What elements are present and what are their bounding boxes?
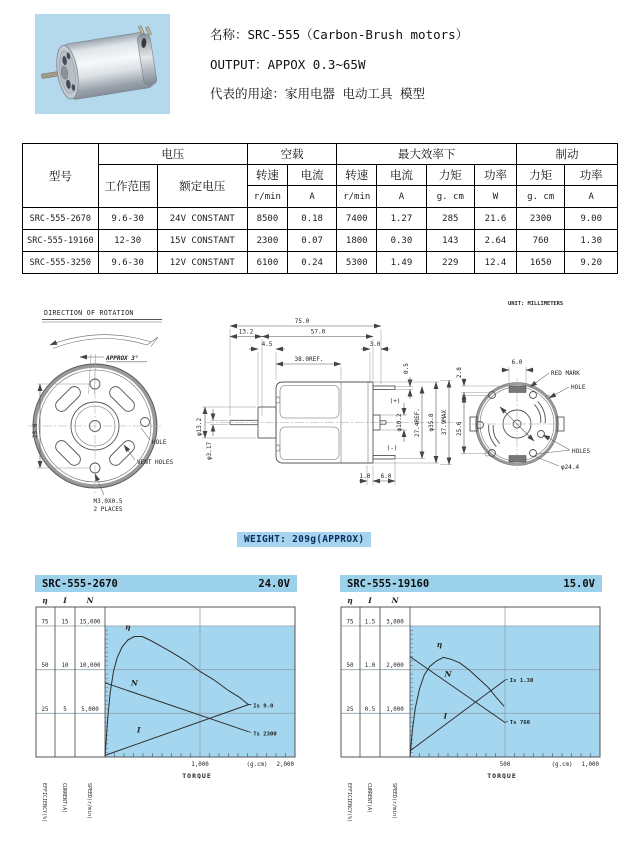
- cell: 12-30: [98, 230, 157, 252]
- unit-rpm: r/min: [337, 186, 377, 208]
- dia-10-2-label: φ10.2: [396, 413, 403, 432]
- dim-13-2-label: 13.2: [238, 328, 254, 336]
- minus-terminal-label: (-): [386, 445, 398, 452]
- cell: 12.4: [474, 252, 516, 274]
- screw: [276, 397, 280, 403]
- vent-slot: [53, 438, 83, 468]
- rear-view: [456, 359, 590, 471]
- rear-hole: [530, 392, 537, 399]
- leader: [530, 373, 549, 387]
- cell: 6100: [247, 252, 287, 274]
- performance-chart: [340, 592, 602, 827]
- axis-symbol: η: [347, 596, 353, 605]
- dia-24-4-label: φ24.4: [561, 464, 580, 471]
- cell: 285: [426, 208, 474, 230]
- rear-hole-label: HOLE: [571, 384, 586, 391]
- h-current: 电流: [287, 165, 336, 186]
- x-axis-label: 1,000: [191, 762, 209, 768]
- product-name-line: 名称：SRC-555（Carbon-Brush motors）: [210, 27, 469, 42]
- approx-angle-label: APPROX 3°: [106, 355, 139, 362]
- side-view: [196, 318, 462, 485]
- product-photo: [35, 14, 170, 114]
- terminal-top: [373, 386, 395, 390]
- usage-line: 代表的用途：家用电器 电动工具 模型: [210, 86, 426, 101]
- cell: 2.64: [474, 230, 516, 252]
- axis-tick-label: 50: [41, 663, 49, 670]
- axis-title: EFFICIENCY(%): [41, 783, 47, 823]
- dim-75-label: 75.0: [294, 318, 310, 325]
- axis-tick-label: 5: [63, 706, 67, 713]
- dim-38-label: 38.0REF.: [294, 356, 324, 363]
- axis-tick-label: 5,000: [81, 706, 99, 713]
- chart-header: [35, 575, 297, 592]
- axis-tick-label: 3,000: [386, 619, 404, 626]
- axis-tick-label: 10,000: [79, 663, 101, 670]
- axis-title: SPEED(r/min): [86, 783, 92, 820]
- rotation-arc-tail: [147, 337, 158, 347]
- unit-a: A: [287, 186, 336, 208]
- cell: 1.49: [377, 252, 426, 274]
- chart-title: SRC-555-2670: [42, 577, 118, 590]
- hole-label: HOLE: [152, 439, 167, 446]
- cell: 1.27: [377, 208, 426, 230]
- brush-slot-bottom: [509, 456, 526, 463]
- cell: 5300: [337, 252, 377, 274]
- col-maxeff: 最大效率下: [337, 144, 517, 165]
- cell: 15V CONSTANT: [157, 230, 247, 252]
- dia-13-2-label: φ13.2: [196, 417, 203, 436]
- can-section-bottom: [280, 427, 339, 460]
- series-label-efficiency: η: [436, 639, 443, 649]
- table-row: [23, 252, 618, 274]
- dia-35-8-label: φ35.8: [428, 413, 435, 432]
- unit-rpm: r/min: [247, 186, 287, 208]
- cell: 1800: [337, 230, 377, 252]
- x-axis-label: 2,000: [276, 762, 294, 768]
- cell: 12V CONSTANT: [157, 252, 247, 274]
- annotation-label: Ts 760: [509, 720, 530, 727]
- axis-symbol: N: [86, 596, 94, 605]
- leader: [549, 387, 569, 398]
- x-axis-label: (g.cm): [246, 762, 268, 768]
- chart-src-555-19160: [340, 575, 602, 827]
- x-axis-label: (g.cm): [551, 762, 573, 768]
- dim-0-5-label: 0.5: [403, 363, 410, 374]
- h-power: 功率: [474, 165, 516, 186]
- h-current: 电流: [377, 165, 426, 186]
- series-label-efficiency: η: [125, 622, 131, 632]
- rotation-arc-arrow: [50, 335, 151, 345]
- chart-header: [340, 575, 602, 592]
- dim-25-label: 25.0: [32, 423, 39, 438]
- chart-voltage: 15.0V: [563, 577, 595, 590]
- output-line: OUTPUT：APPOX 0.3~65W: [210, 57, 366, 72]
- vent-slot: [107, 438, 137, 468]
- cell: 1650: [517, 252, 565, 274]
- cell: 8500: [247, 208, 287, 230]
- axis-tick-label: 15,000: [79, 619, 101, 626]
- vent-slot: [53, 384, 83, 414]
- cell: 2300: [517, 208, 565, 230]
- axis-tick-label: 75: [41, 619, 49, 626]
- terminal-bottom: [373, 456, 395, 460]
- dim-37-9-label: 37.9MAX: [441, 409, 448, 436]
- axis-tick-label: 1,000: [386, 706, 404, 713]
- rear-holes-label: HOLES: [572, 448, 591, 455]
- axis-tick-label: 15: [61, 619, 69, 626]
- col-model: 型号: [23, 144, 99, 208]
- axis-symbol: η: [42, 596, 48, 605]
- leader: [534, 456, 559, 466]
- unit-a: A: [377, 186, 426, 208]
- rear-dim-25-6-label: 25.6: [456, 421, 463, 436]
- axis-title: EFFICIENCY(%): [346, 783, 352, 823]
- cell: 7400: [337, 208, 377, 230]
- series-label-speed: N: [131, 678, 138, 688]
- rear-dim-6-label: 6.0: [511, 359, 523, 366]
- axis-symbol: I: [368, 596, 372, 605]
- axis-tick-label: 10: [61, 663, 69, 670]
- table-row: [23, 208, 618, 230]
- col-voltage: 电压: [98, 144, 247, 165]
- table-row: [23, 230, 618, 252]
- cell: 21.6: [474, 208, 516, 230]
- cell: 1.30: [565, 230, 618, 252]
- h-torque: 力矩: [517, 165, 565, 186]
- cell: 0.24: [287, 252, 336, 274]
- axis-symbol: I: [63, 596, 67, 605]
- technical-drawings: [0, 288, 630, 556]
- leader: [141, 428, 150, 440]
- axis-tick-label: 25: [41, 706, 49, 713]
- unit-gcm: g. cm: [517, 186, 565, 208]
- cell: SRC-555-2670: [23, 208, 99, 230]
- col-rated: 额定电压: [157, 165, 247, 208]
- x-axis-title: TORQUE: [487, 772, 517, 780]
- performance-chart: [35, 592, 297, 827]
- dim-27-4-label: 27.4REF.: [414, 408, 421, 437]
- h-power: 功率: [565, 165, 618, 186]
- spec-table: [22, 143, 618, 274]
- rear-hole: [538, 431, 545, 438]
- x-axis-label: 1,000: [581, 762, 599, 768]
- col-brake: 制动: [517, 144, 618, 165]
- rotation-arc-arrow-inner: [53, 339, 147, 349]
- screw: [276, 445, 280, 451]
- dim-57-label: 57.0: [310, 328, 326, 336]
- cell: SRC-555-3250: [23, 252, 99, 274]
- dim-6-0-label: 6.0: [380, 473, 392, 480]
- cell: 9.6-30: [98, 208, 157, 230]
- dim-4-5-label: 4.5: [261, 341, 273, 348]
- series-label-speed: N: [444, 669, 452, 679]
- cell: 0.18: [287, 208, 336, 230]
- places-label: 2 PLACES: [93, 506, 123, 513]
- axis-tick-label: 50: [346, 663, 354, 670]
- cell: 9.20: [565, 252, 618, 274]
- axis-title: CURRENT(A): [366, 783, 372, 814]
- plus-terminal-label: (+): [389, 398, 401, 405]
- col-noload: 空载: [247, 144, 336, 165]
- dim-3-0-label: 3.0: [369, 341, 381, 348]
- annotation-label: Is 9.0: [253, 703, 274, 710]
- chart-voltage: 24.0V: [258, 577, 290, 590]
- m3-label: M3.0X0.5: [93, 498, 123, 505]
- front-view: [28, 309, 174, 513]
- side-hole: [141, 418, 150, 427]
- axis-title: CURRENT(A): [61, 783, 67, 814]
- cell: 24V CONSTANT: [157, 208, 247, 230]
- rear-dim-2-8-label: 2.8: [456, 367, 463, 378]
- chart-title: SRC-555-19160: [347, 577, 430, 590]
- cell: 229: [426, 252, 474, 274]
- col-range: 工作范围: [98, 165, 157, 208]
- axis-tick-label: 0.5: [364, 706, 376, 713]
- cell: 0.07: [287, 230, 336, 252]
- axis-tick-label: 1.0: [364, 663, 376, 670]
- unit-note: UNIT: MILLIMETERS: [508, 301, 564, 307]
- cell: 9.00: [565, 208, 618, 230]
- vent-slot: [107, 384, 137, 414]
- axis-symbol: N: [391, 596, 399, 605]
- annotation-label: Is 1.30: [509, 678, 534, 685]
- brush-slot-top: [509, 386, 526, 393]
- cell: 760: [517, 230, 565, 252]
- axis-title: SPEED(r/min): [391, 783, 397, 820]
- series-label-current: I: [443, 711, 448, 721]
- weight-badge: WEIGHT: 209g(APPROX): [237, 532, 371, 547]
- cell: 0.30: [377, 230, 426, 252]
- series-label-current: I: [136, 725, 141, 735]
- h-speed: 转速: [337, 165, 377, 186]
- cell: SRC-555-19160: [23, 230, 99, 252]
- annotation-label: Ts 2300: [253, 731, 277, 738]
- cell: 143: [426, 230, 474, 252]
- h-torque: 力矩: [426, 165, 474, 186]
- rear-hole: [530, 450, 537, 457]
- motor-photo-illustration: [35, 14, 170, 114]
- unit-a: A: [565, 186, 618, 208]
- dia-3-17-label: φ3.17: [206, 441, 213, 460]
- x-axis-title: TORQUE: [182, 772, 212, 780]
- axis-tick-label: 25: [346, 706, 354, 713]
- angle-line: [89, 354, 92, 394]
- axis-tick-label: 1.5: [364, 619, 376, 626]
- unit-gcm: g. cm: [426, 186, 474, 208]
- x-axis-label: 500: [499, 762, 511, 768]
- axis-tick-label: 2,000: [386, 663, 404, 670]
- red-mark-label: RED MARK: [551, 370, 580, 377]
- unit-w: W: [474, 186, 516, 208]
- can-section-top: [280, 386, 339, 419]
- axis-tick-label: 75: [346, 619, 354, 626]
- chart-src-555-2670: [35, 575, 297, 827]
- cell: 9.6-30: [98, 252, 157, 274]
- dim-1-0-label: 1.0: [359, 473, 371, 480]
- direction-of-rotation-label: DIRECTION OF ROTATION: [44, 309, 134, 317]
- h-speed: 转速: [247, 165, 287, 186]
- vent-holes-label: VENT HOLES: [137, 459, 174, 466]
- cell: 2300: [247, 230, 287, 252]
